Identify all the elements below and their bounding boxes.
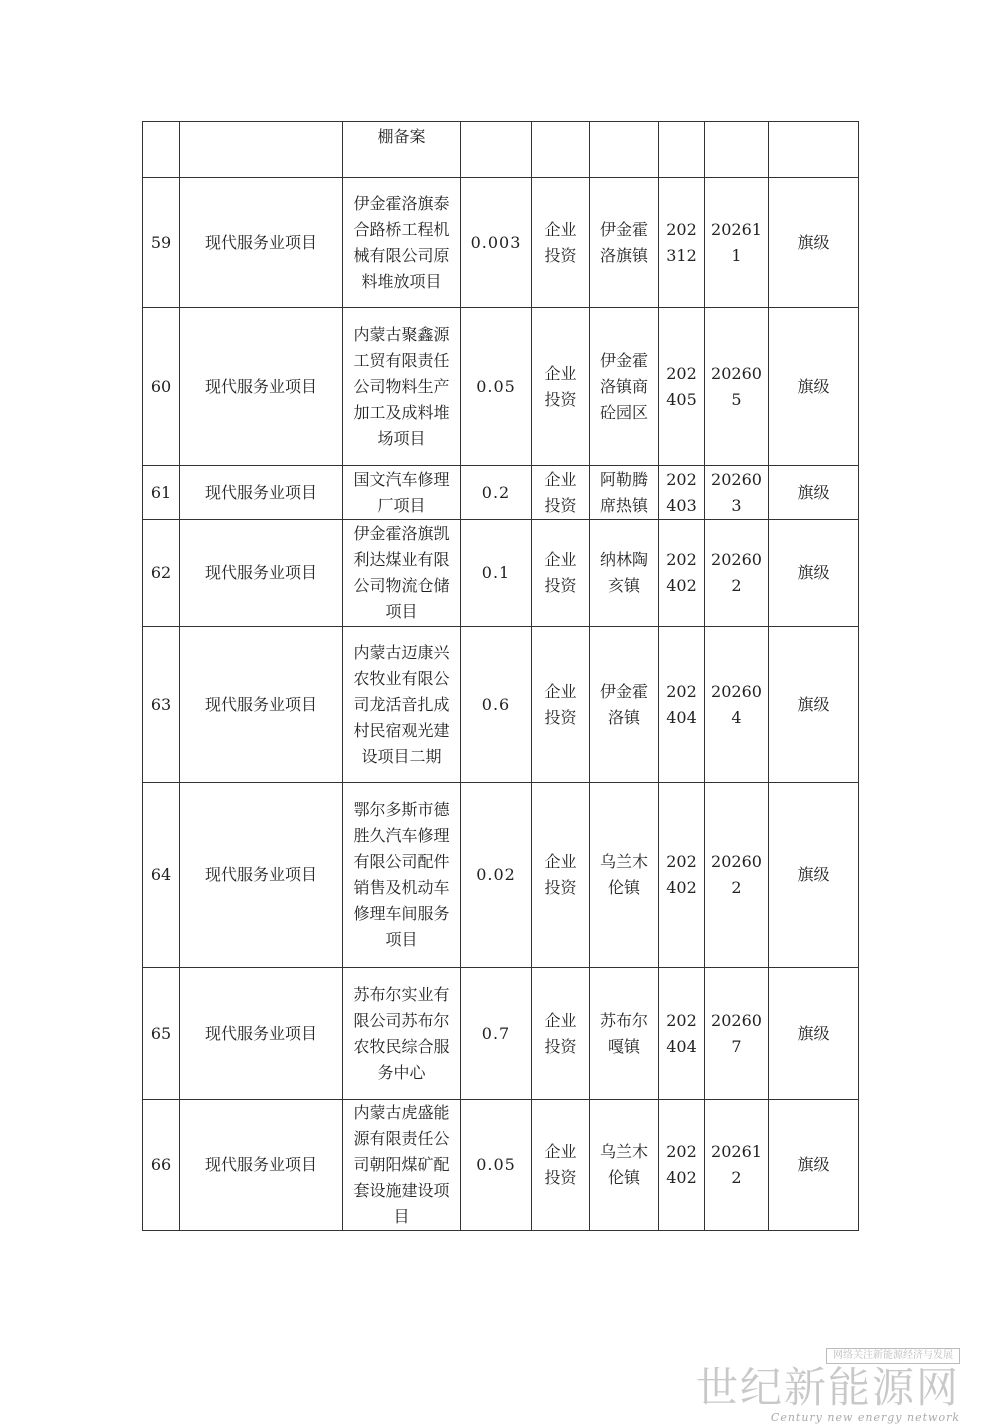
table-row [143,466,859,520]
cell-level: 旗级 [769,466,859,520]
table-row [143,178,859,308]
cell-start: 202 402 [659,1100,705,1231]
cell-no: 64 [143,783,180,968]
cell-start: 202 405 [659,308,705,466]
cell-end: 20260 4 [705,627,769,783]
cell-start: 202 402 [659,783,705,968]
cell-name: 国文汽车修理 厂项目 [343,466,461,520]
cell-name: 鄂尔多斯市德 胜久汽车修理 有限公司配件 销售及机动车 修理车间服务 项目 [343,783,461,968]
cell-type: 现代服务业项目 [180,1100,343,1231]
cell-end: 20260 5 [705,308,769,466]
cell-invest: 0.05 [461,1100,532,1231]
cell-location: 乌兰木 伦镇 [590,783,659,968]
cell-invest: 0.1 [461,520,532,627]
cell-type: 现代服务业项目 [180,783,343,968]
cell-type: 现代服务业项目 [180,968,343,1100]
cell-no: 63 [143,627,180,783]
cell-level [769,122,859,178]
cell-level: 旗级 [769,308,859,466]
cell-source: 企业 投资 [532,1100,590,1231]
cell-name: 内蒙古虎盛能 源有限责任公 司朝阳煤矿配 套设施建设项 目 [343,1100,461,1231]
cell-invest: 0.02 [461,783,532,968]
cell-end: 20261 2 [705,1100,769,1231]
table-row [143,308,859,466]
cell-level: 旗级 [769,178,859,308]
cell-start: 202 403 [659,466,705,520]
cell-type: 现代服务业项目 [180,178,343,308]
cell-end: 20261 1 [705,178,769,308]
cell-type: 现代服务业项目 [180,627,343,783]
cell-no [143,122,180,178]
cell-no: 66 [143,1100,180,1231]
cell-level: 旗级 [769,1100,859,1231]
cell-type: 现代服务业项目 [180,466,343,520]
cell-start: 202 402 [659,520,705,627]
watermark-english: Century new energy network [770,1411,960,1424]
cell-no: 65 [143,968,180,1100]
cell-level: 旗级 [769,520,859,627]
cell-no: 59 [143,178,180,308]
cell-location: 乌兰木 伦镇 [590,1100,659,1231]
cell-name: 伊金霍洛旗泰 合路桥工程机 械有限公司原 料堆放项目 [343,178,461,308]
table-row [143,783,859,968]
cell-source: 企业 投资 [532,520,590,627]
watermark-brand: 世纪新能源网 [695,1363,960,1412]
cell-start: 202 312 [659,178,705,308]
cell-type [180,122,343,178]
cell-location: 纳林陶 亥镇 [590,520,659,627]
table-row [143,520,859,627]
cell-name: 棚备案 [343,122,461,178]
cell-no: 60 [143,308,180,466]
cell-location: 伊金霍 洛镇商 砼园区 [590,308,659,466]
cell-source: 企业 投资 [532,783,590,968]
cell-source: 企业 投资 [532,466,590,520]
cell-source: 企业 投资 [532,627,590,783]
cell-location: 伊金霍 洛镇 [590,627,659,783]
project-table [142,121,859,1231]
cell-source: 企业 投资 [532,308,590,466]
cell-location [590,122,659,178]
cell-source: 企业 投资 [532,968,590,1100]
cell-start: 202 404 [659,627,705,783]
watermark-tagline: 网络关注新能源经济与发展 [826,1348,960,1364]
watermark [696,1343,960,1424]
cell-start: 202 404 [659,968,705,1100]
cell-end: 20260 2 [705,783,769,968]
cell-location: 苏布尔 嘎镇 [590,968,659,1100]
cell-start [659,122,705,178]
cell-invest [461,122,532,178]
table-row-continuation [143,122,859,178]
table-row [143,1100,859,1231]
table-row [143,968,859,1100]
cell-invest: 0.7 [461,968,532,1100]
cell-invest: 0.2 [461,466,532,520]
cell-name: 伊金霍洛旗凯 利达煤业有限 公司物流仓储 项目 [343,520,461,627]
cell-type: 现代服务业项目 [180,308,343,466]
cell-end [705,122,769,178]
cell-no: 61 [143,466,180,520]
cell-level: 旗级 [769,783,859,968]
cell-end: 20260 3 [705,466,769,520]
cell-source: 企业 投资 [532,178,590,308]
cell-name: 内蒙古聚鑫源 工贸有限责任 公司物料生产 加工及成料堆 场项目 [343,308,461,466]
cell-type: 现代服务业项目 [180,520,343,627]
cell-end: 20260 2 [705,520,769,627]
cell-no: 62 [143,520,180,627]
cell-end: 20260 7 [705,968,769,1100]
cell-location: 伊金霍 洛旗镇 [590,178,659,308]
cell-name: 内蒙古迈康兴 农牧业有限公 司龙活音扎成 村民宿观光建 设项目二期 [343,627,461,783]
cell-invest: 0.6 [461,627,532,783]
cell-name: 苏布尔实业有 限公司苏布尔 农牧民综合服 务中心 [343,968,461,1100]
table-row [143,627,859,783]
cell-level: 旗级 [769,627,859,783]
cell-invest: 0.05 [461,308,532,466]
cell-location: 阿勒腾 席热镇 [590,466,659,520]
cell-level: 旗级 [769,968,859,1100]
cell-invest: 0.003 [461,178,532,308]
cell-source [532,122,590,178]
